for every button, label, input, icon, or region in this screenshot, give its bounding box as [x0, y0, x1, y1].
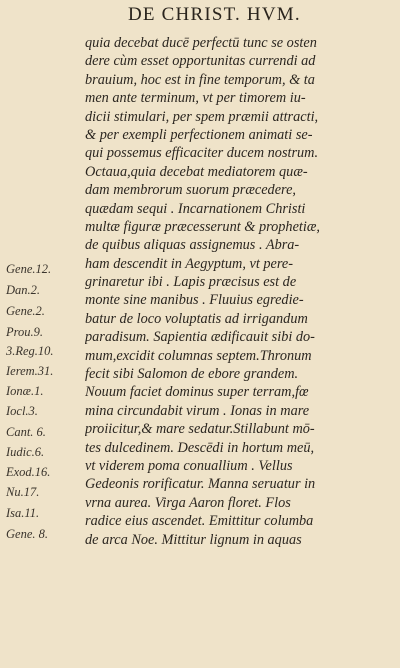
margin-note: Gene.2.	[6, 304, 45, 318]
text-line: vrna aurea. Virga Aaron floret. Flos	[85, 494, 291, 511]
margin-note: 3.Reg.10.	[6, 344, 54, 358]
text-line: paradisum. Sapientia ædificauit sibi do-	[85, 329, 315, 346]
text-line: Nouum faciet dominus super terram,fœ	[85, 384, 309, 401]
text-line: radice eius ascendet. Emittitur columba	[85, 513, 314, 530]
text-line: quia decebat ducē perfectū tunc se osten	[85, 35, 317, 51]
margin-note: Prou.9.	[6, 325, 44, 339]
text-line: brauium, hoc est in fine temporum, & ta	[85, 71, 315, 88]
text-line: mina circundabit virum . Ionas in mare	[85, 402, 310, 419]
text-line: de arca Noe. Mittitur lignum in aquas	[85, 531, 302, 548]
text-line: proiicitur,& mare sedatur.Stillabunt mō-	[85, 421, 315, 438]
margin-note: Iudic.6.	[6, 445, 45, 459]
text-line: fecit sibi Salomon de ebore grandem.	[85, 366, 299, 383]
text-line: batur de loco voluptatis ad irrigandum	[85, 310, 308, 327]
text-line: ham descendit in Aegyptum, vt pere-	[85, 255, 294, 272]
margin-note: Ierem.31.	[6, 364, 54, 378]
text-line: mum,excidit columnas septem.Thronum	[85, 347, 312, 364]
margin-note: Isa.11.	[6, 506, 40, 520]
margin-note: Gene. 8.	[6, 527, 48, 541]
text-line: dam membrorum suorum præcedere,	[85, 182, 296, 199]
text-line: dere cùm esset opportunitas currendi ad	[85, 53, 316, 70]
margin-note: Exod.16.	[6, 465, 51, 479]
text-line: dicii stimulari, per spem præmii attracti,	[85, 108, 319, 125]
text-line: de quibus aliquas assignemus . Abra-	[85, 237, 300, 254]
text-line: qui possemus efficaciter ducem nostrum.	[85, 145, 319, 162]
margin-note: Cant. 6.	[6, 425, 46, 439]
text-line: Gedeonis rorificatur. Manna seruatur in	[85, 476, 316, 493]
text-line: & per exempli perfectionem animati se-	[85, 126, 313, 143]
margin-note: Nu.17.	[6, 485, 40, 499]
margin-note: Dan.2.	[6, 283, 41, 297]
text-line: multæ figuræ præcesserunt & prophetiæ,	[85, 218, 320, 235]
text-line: men ante terminum, vt per timorem iu-	[85, 90, 306, 107]
running-header: DE CHRIST. HVM.	[128, 4, 301, 25]
text-line: vt viderem poma conuallium . Vellus	[85, 457, 293, 474]
text-line: grinaretur ibi . Lapis præcisus est de	[85, 274, 297, 291]
margin-note: Iocl.3.	[6, 404, 38, 418]
text-line: monte sine manibus . Fluuius egredie-	[85, 292, 304, 309]
text-line: tes dulcedinem. Descēdi in hortum meū,	[85, 439, 315, 456]
text-line: quædam sequi . Incarnationem Christi	[85, 200, 306, 217]
margin-note: Ionæ.1.	[6, 384, 44, 398]
body-text	[85, 34, 397, 549]
margin-note: Gene.12.	[6, 262, 52, 276]
text-line: Octaua,quia decebat mediatorem quæ-	[85, 163, 308, 180]
